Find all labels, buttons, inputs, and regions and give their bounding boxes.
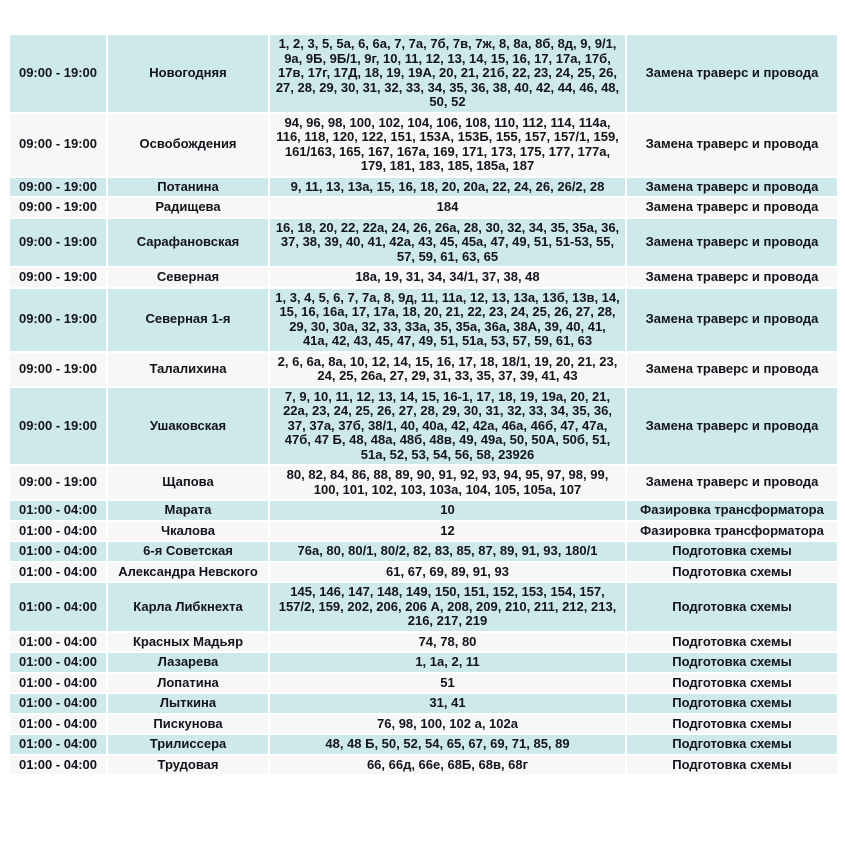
- work-type-cell: Подготовка схемы: [627, 694, 837, 713]
- work-type-cell: Замена траверс и провода: [627, 268, 837, 287]
- houses-cell: 1, 1а, 2, 11: [270, 653, 625, 672]
- time-cell: 01:00 - 04:00: [10, 563, 106, 582]
- work-type-cell: Подготовка схемы: [627, 633, 837, 652]
- work-type-cell: Замена траверс и провода: [627, 388, 837, 465]
- table-row: [10, 178, 837, 197]
- street-cell: Александра Невского: [108, 563, 268, 582]
- table-row: [10, 114, 837, 176]
- street-cell: Чкалова: [108, 522, 268, 541]
- table-row: [10, 466, 837, 499]
- work-type-cell: Замена траверс и провода: [627, 219, 837, 267]
- work-type-cell: Подготовка схемы: [627, 715, 837, 734]
- table-row: [10, 653, 837, 672]
- table-row: [10, 674, 837, 693]
- houses-cell: 12: [270, 522, 625, 541]
- table-row: [10, 501, 837, 520]
- work-type-cell: Замена траверс и провода: [627, 35, 837, 112]
- work-type-cell: Замена траверс и провода: [627, 198, 837, 217]
- time-cell: 01:00 - 04:00: [10, 583, 106, 631]
- houses-cell: 10: [270, 501, 625, 520]
- table-row: [10, 289, 837, 351]
- work-type-cell: Подготовка схемы: [627, 653, 837, 672]
- table-row: [10, 715, 837, 734]
- houses-cell: 61, 67, 69, 89, 91, 93: [270, 563, 625, 582]
- street-cell: Карла Либкнехта: [108, 583, 268, 631]
- houses-cell: 76, 98, 100, 102 а, 102а: [270, 715, 625, 734]
- time-cell: 01:00 - 04:00: [10, 674, 106, 693]
- time-cell: 01:00 - 04:00: [10, 735, 106, 754]
- table-row: [10, 35, 837, 112]
- work-type-cell: Подготовка схемы: [627, 563, 837, 582]
- street-cell: Лопатина: [108, 674, 268, 693]
- houses-cell: 51: [270, 674, 625, 693]
- table-row: [10, 198, 837, 217]
- street-cell: Пискунова: [108, 715, 268, 734]
- time-cell: 09:00 - 19:00: [10, 289, 106, 351]
- houses-cell: 2, 6, 6а, 8а, 10, 12, 14, 15, 16, 17, 18, 18/1, 19, 20, 21, 23, 24, 25, 26а, 27, 29, 31, 33, 35, 37, 39, 41, 43: [270, 353, 625, 386]
- table-row: [10, 542, 837, 561]
- street-cell: Потанина: [108, 178, 268, 197]
- work-type-cell: Замена траверс и провода: [627, 353, 837, 386]
- time-cell: 09:00 - 19:00: [10, 178, 106, 197]
- page-background: [0, 33, 845, 845]
- table-row: [10, 219, 837, 267]
- street-cell: Новогодняя: [108, 35, 268, 112]
- street-cell: Сарафановская: [108, 219, 268, 267]
- table-row: [10, 388, 837, 465]
- houses-cell: 1, 3, 4, 5, 6, 7, 7а, 8, 9д, 11, 11а, 12, 13, 13а, 13б, 13в, 14, 15, 16, 16а, 17, 17а, 18, 20, 21, 22, 23, 24, 25, 26, 27, 28, 29, 30, 30а, 32, 33, 33а, 35, 35а, 36а, 38А, 39, 40, 41, 41а, 42, 43, 45, 47, 49, 51, 51а, 53, 57, 59, 61, 63: [270, 289, 625, 351]
- houses-cell: 9, 11, 13, 13а, 15, 16, 18, 20, 20а, 22, 24, 26, 26/2, 28: [270, 178, 625, 197]
- table-row: [10, 522, 837, 541]
- time-cell: 01:00 - 04:00: [10, 633, 106, 652]
- table-row: [10, 633, 837, 652]
- houses-cell: 80, 82, 84, 86, 88, 89, 90, 91, 92, 93, 94, 95, 97, 98, 99, 100, 101, 102, 103, 103а, 104, 105, 105а, 107: [270, 466, 625, 499]
- street-cell: Ушаковская: [108, 388, 268, 465]
- time-cell: 01:00 - 04:00: [10, 694, 106, 713]
- work-type-cell: Подготовка схемы: [627, 583, 837, 631]
- outage-schedule-table: [8, 33, 839, 776]
- street-cell: Северная 1-я: [108, 289, 268, 351]
- time-cell: 09:00 - 19:00: [10, 466, 106, 499]
- houses-cell: 48, 48 Б, 50, 52, 54, 65, 67, 69, 71, 85, 89: [270, 735, 625, 754]
- street-cell: Талалихина: [108, 353, 268, 386]
- street-cell: Трудовая: [108, 756, 268, 775]
- street-cell: Щапова: [108, 466, 268, 499]
- work-type-cell: Фазировка трансформатора: [627, 522, 837, 541]
- work-type-cell: Подготовка схемы: [627, 756, 837, 775]
- work-type-cell: Замена траверс и провода: [627, 289, 837, 351]
- table-row: [10, 583, 837, 631]
- street-cell: Марата: [108, 501, 268, 520]
- table-row: [10, 735, 837, 754]
- work-type-cell: Замена траверс и провода: [627, 178, 837, 197]
- houses-cell: 7, 9, 10, 11, 12, 13, 14, 15, 16-1, 17, 18, 19, 19а, 20, 21, 22а, 23, 24, 25, 26, 27, 28, 29, 30, 31, 32, 33, 34, 35, 36, 37, 37а, 37б, 38/1, 40, 40а, 42, 42а, 46а, 46б, 47, 47а, 47б, 47 Б, 48, 48а, 48б, 48в, 49, 49а, 50, 50А, 50б, 51, 51а, 52, 53, 54, 56, 58, 23926: [270, 388, 625, 465]
- work-type-cell: Подготовка схемы: [627, 674, 837, 693]
- time-cell: 01:00 - 04:00: [10, 542, 106, 561]
- houses-cell: 31, 41: [270, 694, 625, 713]
- street-cell: Лыткина: [108, 694, 268, 713]
- street-cell: Красных Мадьяр: [108, 633, 268, 652]
- work-type-cell: Замена траверс и провода: [627, 466, 837, 499]
- time-cell: 01:00 - 04:00: [10, 756, 106, 775]
- table-row: [10, 694, 837, 713]
- street-cell: Радищева: [108, 198, 268, 217]
- houses-cell: 1, 2, 3, 5, 5а, 6, 6а, 7, 7а, 7б, 7в, 7ж, 8, 8а, 8б, 8д, 9, 9/1, 9а, 9Б, 9Б/1, 9г, 10, 11, 12, 13, 14, 15, 16, 17, 17а, 17б, 17в, 17г, 17Д, 18, 19, 19А, 20, 21, 21б, 22, 23, 24, 25, 26, 27, 28, 29, 30, 31, 32, 33, 34, 35, 36, 38, 40, 42, 44, 46, 48, 50, 52: [270, 35, 625, 112]
- houses-cell: 184: [270, 198, 625, 217]
- work-type-cell: Замена траверс и провода: [627, 114, 837, 176]
- table-row: [10, 756, 837, 775]
- table-row: [10, 563, 837, 582]
- outage-table-body: [10, 35, 837, 774]
- time-cell: 01:00 - 04:00: [10, 522, 106, 541]
- time-cell: 01:00 - 04:00: [10, 715, 106, 734]
- work-type-cell: Подготовка схемы: [627, 542, 837, 561]
- time-cell: 09:00 - 19:00: [10, 35, 106, 112]
- houses-cell: 74, 78, 80: [270, 633, 625, 652]
- houses-cell: 145, 146, 147, 148, 149, 150, 151, 152, 153, 154, 157, 157/2, 159, 202, 206, 206 А, 208, 209, 210, 211, 212, 213, 216, 217, 219: [270, 583, 625, 631]
- street-cell: 6-я Советская: [108, 542, 268, 561]
- street-cell: Трилиссера: [108, 735, 268, 754]
- houses-cell: 18а, 19, 31, 34, 34/1, 37, 38, 48: [270, 268, 625, 287]
- work-type-cell: Фазировка трансформатора: [627, 501, 837, 520]
- street-cell: Освобождения: [108, 114, 268, 176]
- time-cell: 01:00 - 04:00: [10, 653, 106, 672]
- work-type-cell: Подготовка схемы: [627, 735, 837, 754]
- houses-cell: 76а, 80, 80/1, 80/2, 82, 83, 85, 87, 89, 91, 93, 180/1: [270, 542, 625, 561]
- time-cell: 09:00 - 19:00: [10, 353, 106, 386]
- houses-cell: 94, 96, 98, 100, 102, 104, 106, 108, 110, 112, 114, 114а, 116, 118, 120, 122, 151, 153А, 153Б, 155, 157, 157/1, 159, 161/163, 165, 167, 167а, 169, 171, 173, 175, 177, 177а, 179, 181, 183, 185, 185а, 187: [270, 114, 625, 176]
- table-row: [10, 268, 837, 287]
- time-cell: 09:00 - 19:00: [10, 388, 106, 465]
- street-cell: Северная: [108, 268, 268, 287]
- time-cell: 09:00 - 19:00: [10, 114, 106, 176]
- time-cell: 01:00 - 04:00: [10, 501, 106, 520]
- houses-cell: 16, 18, 20, 22, 22а, 24, 26, 26а, 28, 30, 32, 34, 35, 35а, 36, 37, 38, 39, 40, 41, 42а, 43, 45, 45а, 47, 49, 51, 51-53, 55, 57, 59, 61, 63, 65: [270, 219, 625, 267]
- time-cell: 09:00 - 19:00: [10, 198, 106, 217]
- street-cell: Лазарева: [108, 653, 268, 672]
- time-cell: 09:00 - 19:00: [10, 219, 106, 267]
- houses-cell: 66, 66д, 66е, 68Б, 68в, 68г: [270, 756, 625, 775]
- time-cell: 09:00 - 19:00: [10, 268, 106, 287]
- table-row: [10, 353, 837, 386]
